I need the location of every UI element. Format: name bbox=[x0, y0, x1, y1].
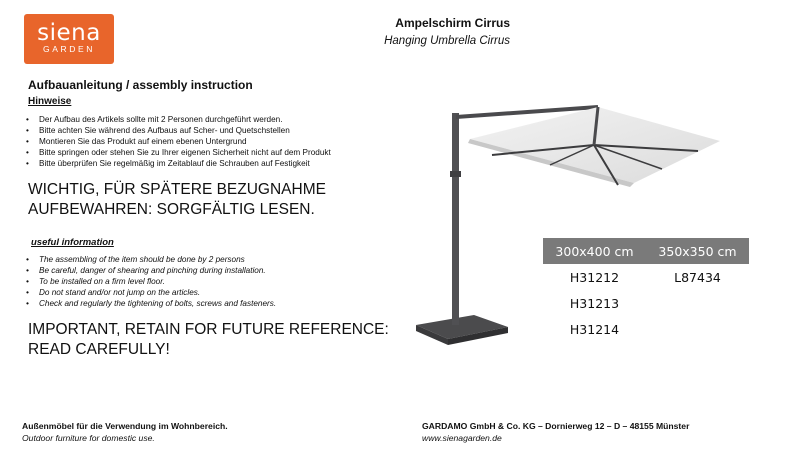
section-title: Aufbauanleitung / assembly instruction bbox=[28, 78, 253, 92]
list-item: • Do not stand and/or not jump on the articles. bbox=[26, 287, 276, 298]
hinweise-heading: Hinweise bbox=[28, 96, 72, 107]
warning-en-line1: IMPORTANT, RETAIN FOR FUTURE REFERENCE: bbox=[28, 321, 389, 338]
list-item: • Be careful, danger of shearing and pinching during installation. bbox=[26, 265, 276, 276]
list-item: • Bitte überprüfen Sie regelmäßig im Zeitablauf die Schrauben auf Festigkeit bbox=[26, 158, 331, 169]
size-header-300x400: 300x400 cm bbox=[555, 243, 634, 259]
footer-right bbox=[422, 421, 689, 443]
list-item: • Bitte achten Sie während des Aufbaus auf Scher- und Quetschstellen bbox=[26, 125, 331, 136]
warning-de-line1: WICHTIG, FÜR SPÄTERE BEZUGNAHME bbox=[28, 181, 326, 198]
list-item: • Montieren Sie das Produkt auf einem ebenen Untergrund bbox=[26, 136, 331, 147]
header-title bbox=[300, 16, 510, 47]
table-cell: H31213 bbox=[569, 295, 620, 311]
logo-sub: GARDEN bbox=[43, 44, 95, 54]
title-de: Ampelschirm Cirrus bbox=[395, 16, 510, 30]
table-cell: H31214 bbox=[569, 321, 620, 337]
table-row bbox=[543, 290, 749, 316]
footer-left-bold: Außenmöbel für die Verwendung im Wohnbereich. bbox=[22, 421, 228, 431]
table-row bbox=[543, 316, 749, 342]
warning-de-line2: AUFBEWAHREN: SORGFÄLTIG LESEN. bbox=[28, 201, 315, 218]
size-header-350x350: 350x350 cm bbox=[658, 243, 737, 259]
list-item: • Bitte springen oder stehen Sie zu Ihrer eigenen Sicherheit nicht auf dem Produkt bbox=[26, 147, 331, 158]
list-item: • To be installed on a firm level floor. bbox=[26, 276, 276, 287]
warning-en bbox=[28, 320, 389, 360]
list-item: • The assembling of the item should be done by 2 persons bbox=[26, 254, 276, 265]
title-en: Hanging Umbrella Cirrus bbox=[384, 35, 510, 47]
warning-de bbox=[28, 180, 326, 220]
size-table bbox=[543, 238, 749, 342]
hinweise-list bbox=[26, 114, 331, 169]
warning-en-line2: READ CAREFULLY! bbox=[28, 341, 170, 358]
siena-garden-logo bbox=[24, 14, 114, 64]
footer-left bbox=[22, 421, 228, 443]
list-item: • Der Aufbau des Artikels sollte mit 2 Personen durchgeführt werden. bbox=[26, 114, 331, 125]
size-table-header bbox=[543, 238, 749, 264]
useful-list bbox=[26, 254, 276, 309]
table-cell: H31212 bbox=[569, 269, 620, 285]
footer-left-italic: Outdoor furniture for domestic use. bbox=[22, 433, 155, 443]
table-cell: L87434 bbox=[674, 269, 721, 285]
logo-brand: siena bbox=[37, 20, 101, 46]
footer-website-link[interactable]: www.sienagarden.de bbox=[422, 433, 502, 443]
list-item: • Check and regularly the tightening of bolts, screws and fasteners. bbox=[26, 298, 276, 309]
footer-right-bold: GARDAMO GmbH & Co. KG – Dornierweg 12 – D – 48155 Münster bbox=[422, 421, 690, 431]
table-row bbox=[543, 264, 749, 290]
useful-heading: useful information bbox=[31, 237, 114, 248]
